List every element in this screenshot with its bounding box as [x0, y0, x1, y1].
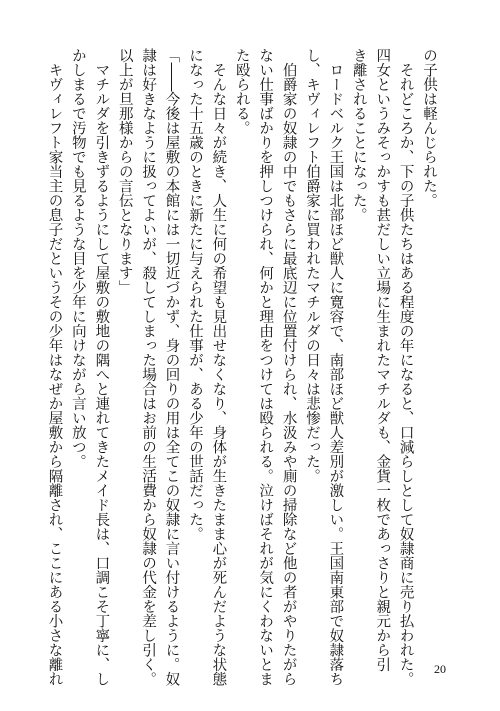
text-line: そんな日々が続き、人生に何の希望も見出せなくなり、身体が生きたまま心が死んだような状態	[210, 48, 227, 686]
text-line: 隷は好きなように扱ってよいが、殺してしまった場合はお前の生活費から奴隷の代金を差し引く。	[140, 48, 157, 686]
text-line: 伯爵家の奴隷の中でもさらに最底辺に位置付けられ、水汲みや廁の掃除など他の者がやりたがら	[280, 48, 297, 686]
text-line: それどころか、下の子供たちはある程度の年になると、口減らしとして奴隷商に売り払われた。	[397, 48, 414, 686]
text-line: マチルダを引きずるようにして屋敷の敷地の隅へと連れてきたメイド長は、口調こそ丁寧に、し	[93, 48, 110, 686]
text-line: かしまるで汚物でも見るような目を少年に向けながら言い放つ。	[69, 48, 86, 469]
text-line: キヴィレフト家当主の息子だというその少年はなぜか屋敷から隔離され、ここにある小さな離れ	[46, 48, 63, 686]
text-line: ロードベルク王国は北部ほど獣人に寛容で、南部ほど獣人差別が激しい。王国南東部で奴隷落ち	[327, 48, 344, 686]
text-line: 四女というみそっかすも甚だしい立場に生まれたマチルダも、金貨一枚であっさりと親元から引	[374, 48, 391, 672]
text-line: 以上が旦那様からの言伝となります」	[116, 48, 133, 295]
text-line: た殴られる。	[233, 48, 250, 135]
text-line: の子供は軽んじられた。	[421, 48, 437, 208]
text-line: 「――今後は屋敷の本館には一切近づかず、身の回りの用は全てこの奴隷に言い付けるように。奴	[163, 48, 180, 686]
text-line: き離されることになった。	[350, 48, 367, 222]
text-line: になった十五歳のときに新たに与えられた仕事が、ある少年の世話だった。	[186, 48, 203, 541]
text-line: し、キヴィレフト伯爵家に買われたマチルダの日々は悲惨だった。	[303, 48, 320, 483]
text-line: ない仕事ばかりを押しつけられ、何かと理由をつけては殴られる。泣けばそれが気にくわないとま	[257, 48, 274, 686]
page-number: 20	[434, 662, 446, 676]
